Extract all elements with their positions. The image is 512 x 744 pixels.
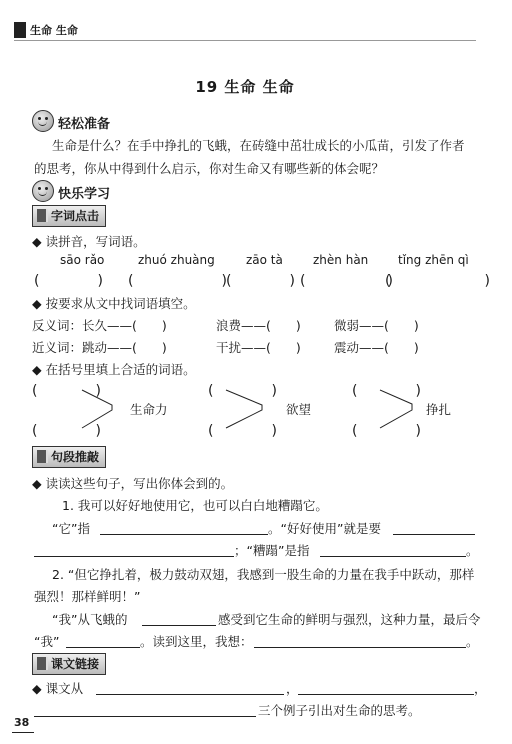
s1-it-refers: “它”指 bbox=[52, 521, 90, 536]
pinyin-4: zhèn hàn bbox=[313, 253, 369, 267]
fill-paren[interactable]: ( ) bbox=[32, 383, 111, 399]
q2-label: ◆ 按要求从文中找词语填空。 bbox=[32, 296, 196, 311]
comma: ， bbox=[286, 681, 299, 696]
page-number-rule bbox=[12, 732, 34, 733]
prep-text-line1: 生命是什么？在手中挣扎的飞蛾，在砖缝中茁壮成长的小瓜苗，引发了作者 bbox=[52, 138, 465, 153]
section-heading-study: 快乐学习 bbox=[58, 187, 111, 202]
answer-box-2[interactable]: ( ) bbox=[128, 273, 247, 289]
pinyin-5: tǐng zhēn qì bbox=[398, 253, 469, 267]
s2-think: 。读到这里，我想： bbox=[140, 634, 253, 649]
fill-paren[interactable]: ( ) bbox=[208, 423, 287, 439]
s2-from-moth: “我”从飞蛾的 bbox=[52, 612, 128, 627]
synonym-2: 干扰——( ) bbox=[216, 340, 301, 355]
fill-paren[interactable]: ( ) bbox=[32, 423, 111, 439]
answer-line[interactable] bbox=[34, 702, 256, 717]
tag-sentences: 句段推敲 bbox=[32, 446, 106, 468]
q5-start: ◆ 课文从 bbox=[32, 681, 84, 696]
fill-paren[interactable]: ( ) bbox=[208, 383, 287, 399]
answer-line[interactable] bbox=[142, 611, 216, 626]
period: 。 bbox=[466, 543, 479, 558]
comma: ， bbox=[474, 681, 487, 696]
answer-line[interactable] bbox=[96, 680, 284, 695]
tag-link: 课文链接 bbox=[32, 653, 106, 675]
tag-words: 字词点击 bbox=[32, 205, 106, 227]
answer-box-3[interactable]: ( ) bbox=[226, 273, 305, 289]
prep-text-line2: 的思考，你从中得到什么启示，你对生命又有哪些新的体会呢？ bbox=[34, 161, 385, 176]
s1-use-well: 。“好好使用”就是要 bbox=[268, 521, 381, 536]
antonym-2: 浪费——( ) bbox=[216, 318, 301, 333]
answer-line[interactable] bbox=[34, 542, 234, 557]
answer-box-1[interactable]: ( ) bbox=[34, 273, 113, 289]
antonym-3: 微弱——( ) bbox=[334, 318, 419, 333]
synonym-3: 震动——( ) bbox=[334, 340, 419, 355]
s1-waste-refers: ；“糟蹋”是指 bbox=[234, 543, 310, 558]
period: 。 bbox=[466, 634, 479, 649]
lesson-title: 19 生命 生命 bbox=[195, 78, 295, 96]
q3-label: ◆ 在括号里填上合适的词语。 bbox=[32, 362, 196, 377]
pinyin-2: zhuó zhuàng bbox=[138, 253, 215, 267]
answer-line[interactable] bbox=[254, 633, 466, 648]
synonym-1: 近义词：跳动——( ) bbox=[32, 340, 167, 355]
answer-line[interactable] bbox=[66, 633, 140, 648]
word-desire: 欲望 bbox=[286, 402, 312, 417]
page-number: 38 bbox=[14, 716, 30, 729]
answer-line[interactable] bbox=[100, 520, 268, 535]
running-header: 生命 生命 bbox=[30, 24, 78, 37]
pinyin-1: sāo rǎo bbox=[60, 253, 105, 267]
answer-line[interactable] bbox=[320, 542, 466, 557]
answer-box-5[interactable]: ( ) bbox=[385, 273, 512, 289]
pinyin-3: zāo tà bbox=[246, 253, 283, 267]
sentence-1: 1. 我可以好好地使用它，也可以白白地糟蹋它。 bbox=[62, 498, 328, 513]
answer-line[interactable] bbox=[298, 680, 474, 695]
fill-paren[interactable]: ( ) bbox=[352, 423, 431, 439]
q4-label: ◆ 读读这些句子，写出你体会到的。 bbox=[32, 476, 234, 491]
q5-end: 三个例子引出对生命的思考。 bbox=[258, 703, 421, 718]
s2-feel: 感受到它生命的鲜明与强烈，这种力量，最后令 bbox=[218, 612, 481, 627]
q1-label: ◆ 读拼音，写词语。 bbox=[32, 234, 146, 249]
section-heading-prep: 轻松准备 bbox=[58, 117, 111, 132]
fill-paren[interactable]: ( ) bbox=[352, 383, 431, 399]
antonym-1: 反义词：长久——( ) bbox=[32, 318, 167, 333]
s2-me: “我” bbox=[34, 634, 60, 649]
answer-line[interactable] bbox=[393, 520, 475, 535]
answer-box-4[interactable]: ( ) bbox=[300, 273, 411, 289]
sentence-2-line2: 强烈！那样鲜明！” bbox=[34, 589, 141, 604]
word-vitality: 生命力 bbox=[130, 402, 168, 417]
word-struggle: 挣扎 bbox=[426, 402, 452, 417]
sentence-2-line1: 2. “但它挣扎着，极力鼓动双翅，我感到一股生命的力量在我手中跃动，那样 bbox=[52, 567, 475, 582]
